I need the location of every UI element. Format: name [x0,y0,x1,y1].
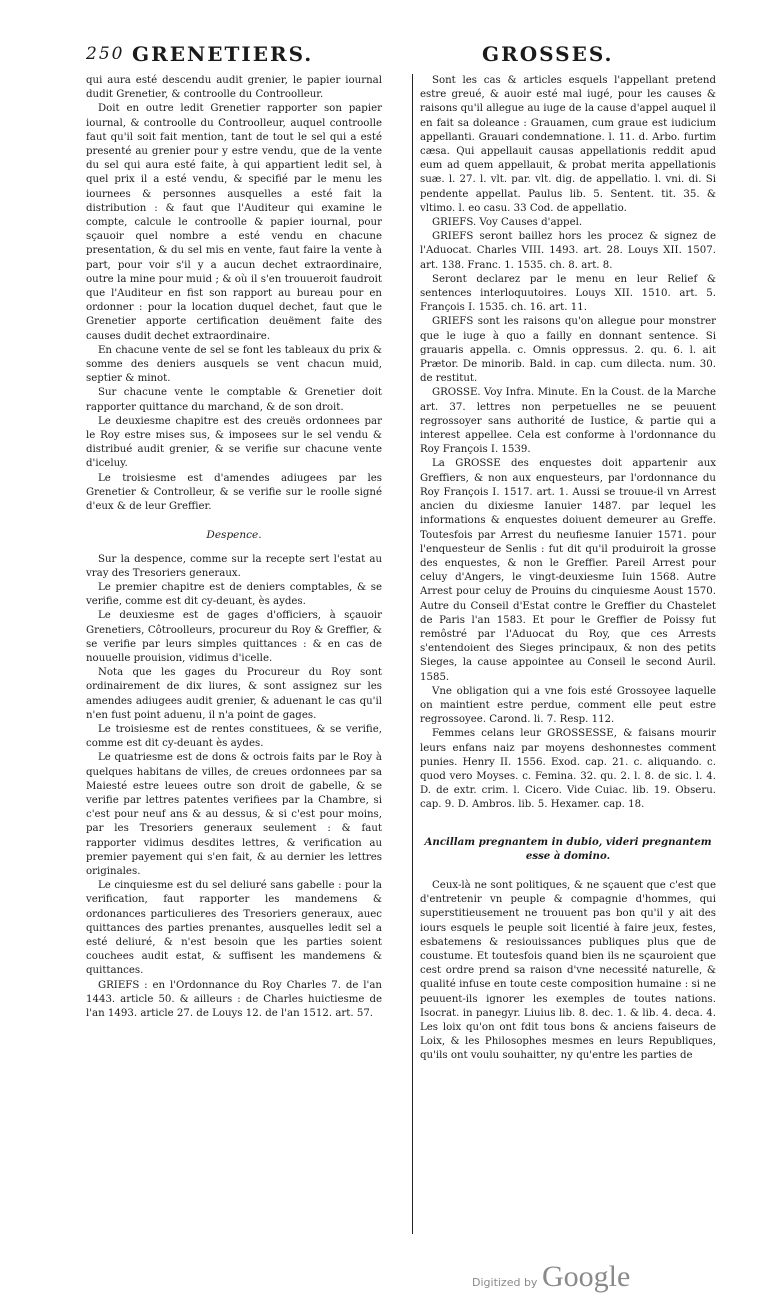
paragraph: Sur chacune vente le comptable & Grenetier doit rapporter quittance du marchand, & de son droit. [86,387,382,413]
paragraph: Le cinquiesme est du sel deliuré sans gabelle : pour la verification, faut rapporter les mandemens & ordonances particulieres des Tresoriers generaux, auec quittances des parties prenantes, ausquelles ledit sel a esté deliuré, & n'est besoin que les parties soient couchees audit estat, & suffisent les mandemens & quittances. [86,880,382,977]
paragraph: Sont les cas & articles esquels l'appellant pretend estre greué, & auoir esté mal iugé, pour les causes & raisons qu'il allegue au iuge de la cause d'appel auquel il en fait sa doleance : Grauamen, cum graue est iudicium appellanti. Grauari condemnatione. l. 11. d. Arbo. furtim cæsa. Qui appellauit causas appellationis reddit apud eum ad quem appellauit, & probat merita appellationis suæ. l. 27. l. vlt. par. vlt. dig. de appellatio. l. vni. di. Si pendente appellat. Paulus lib. 5. Sentent. tit. 35. & vltimo. l. eo casu. 33 Cod. de appellatio. [420,75,716,214]
paragraph: GRIEFS : en l'Ordonnance du Roy Charles 7. de l'an 1443. article 50. & ailleurs : de Charles huictiesme de l'an 1493. article 27. de Louys 12. de l'an 1512. art. 57. [86,979,382,1019]
paragraph: Doit en outre ledit Grenetier rapporter son papier iournal, & controolle du Controolleur, auquel controolle faut qu'il soit fait mention, tant de tout le sel qui a esté presenté au grenier pour y estre vendu, que de la vente du sel qui aura esté faite, à qui appartient ledit sel, à quel prix il a esté vendu, & specifié par le menu les iournees & personnes ausquelles a esté fait la distribution : & faut que l'Auditeur qui examine le compte, calcule le controolle & papier iournal, pour sçauoir quel nombre a esté vendu en chacune presentation, & du sel mis en vente, faut faire la vente à part, pour voir s'il y a aucun dechet extraordinaire, outre la mine pour muid ; & où il s'en trouueroit faudroit que l'Auditeur en fist son rapport au bureau pour en ordonner : pour la location duquel dechet, faut que le Grenetier apporte certification deuëment faite des causes dudit dechet extraordinaire. [86,103,382,342]
paragraph: Femmes celans leur GROSSESSE, & faisans mourir leurs enfans naiz par moyens deshonnestes comment punies. Henry II. 1556. Exod. cap. 21. c. aliquando. c. quod vero Moyses. c. Femina. 32. qu. 2. l. 8. de sic. l. 4. D. de extr. crim. l. Cicero. Vide Cuiac. lib. 19. Obseru. cap. 9. D. Ambros. lib. 5. Hexamer. cap. 18. [420,728,716,811]
paragraph: Le deuxiesme est de gages d'officiers, à sçauoir Grenetiers, Côtroolleurs, procureur du Roy & Greffier, & se verifie par leurs simples quittances : & en cas de nouuelle prouision, vidimus d'icelle. [86,610,382,664]
digitization-watermark [472,1260,712,1300]
paragraph: Le quatriesme est de dons & octrois faits par le Roy à quelques habitans de villes, de creues ordonnees par sa Maiesté estre leuees outre son droit de gabelle, & se verifie par lettres patentes verifiees par la Chambre, si c'est pour neuf ans & au dessus, & si c'est pour moins, par les Tresoriers generaux seulement : & faut rapporter vidimus desdites lettres, & verification au premier payement qui s'en fait, & au dernier les lettres originales. [86,752,382,877]
paragraph: La GROSSE des enquestes doit appartenir aux Greffiers, & non aux enquesteurs, par l'ordonnance du Roy François I. 1517. art. 1. Aussi se trouue-il vn Arrest ancien du dixiesme Ianuier 1487. par lequel les informations & enquestes doiuent demeurer au Greffe. Toutesfois par Arrest du neufiesme Ianuier 1571. pour l'enquesteur de Senlis : fut dit qu'il produiroit la grosse des enquestes, & non le Greffier. Pareil Arrest pour celuy d'Angers, le vingt-deuxiesme Iuin 1568. Autre Arrest pour celuy de Prouins du cinquiesme Aoust 1570. Autre du Conseil d'Estat contre le Greffier du Chastelet de Paris l'an 1583. Et pour le Greffier de Poissy fut remôstré par l'Aduocat du Roy, que ces Arrests s'entendoient des Sieges principaux, & non des petits Sieges, la cause appointee au Conseil le second Auril. 1585. [420,458,716,683]
paragraph: GROSSE. Voy Infra. Minute. En la Coust. de la Marche art. 37. lettres non perpetuelles ne se peuuent regrossoyer sans authorité de Iustice, & partie qui a interest appellee. Cela est conforme à l'ordonnance du Roy François I. 1539. [420,387,716,456]
google-logo: Google [542,1260,631,1293]
paragraph: GRIEFS. Voy Causes d'appel. [432,217,583,229]
paragraph: Le troisiesme est de rentes constituees, & se verifie, comme est dit cy-deuant ès aydes. [86,723,382,750]
paragraph: GRIEFS sont les raisons qu'on allegue pour monstrer que le iuge à quo a failly en donnant sentence. Si grauaris appella. c. Omnis oppressus. 2. qu. 6. l. ait Prætor. De minorib. Bald. in cap. cum dilecta. num. 30. de restitut. [420,316,716,385]
paragraph: Seront declarez par le menu en leur Relief & sentences interloquutoires. Louys XII. 1510. art. 5. François I. 1535. ch. 16. art. 11. [420,273,716,314]
paragraph: En chacune vente de sel se font les tableaux du prix & somme des deniers ausquels se vent chacun muid, septier & minot. [86,344,382,385]
margin-note: Ancillam pregnantem in dubio, videri pregnantem esse à domino. [424,835,712,862]
paragraph: Nota que les gages du Procureur du Roy sont ordinairement de dix liures, & sont assignez sur les amendes adiugees audit grenier, & aduenant le cas qu'il n'en fust point aduenu, il n'a point de gages. [86,667,382,721]
section-heading: Despence. [206,529,262,542]
paragraph: Le troisiesme est d'amendes adiugees par les Grenetier & Controlleur, & se verifie sur le roolle signé d'eux & de leur Greffier. [86,472,382,513]
paragraph: Le premier chapitre est de deniers comptables, & se verifie, comme est dit cy-deuant, ès aydes. [86,581,382,608]
page-number: 250 [86,44,125,64]
paragraph: GRIEFS seront baillez hors les procez & signez de l'Aduocat. Charles VIII. 1493. art. 28. Louys XII. 1507. art. 138. Franc. 1. 1535. ch. 8. art. 8. [420,231,716,271]
paragraph: qui aura esté descendu audit grenier, le papier iournal dudit Grenetier, & controolle du Controolleur. [86,75,382,101]
paragraph: Le deuxiesme chapitre est des creuës ordonnees par le Roy estre mises sus, & imposees sur le sel vendu & distribué audit grenier, & se verifie sur chacune vente d'iceluy. [86,415,382,470]
running-header [86,40,714,70]
right-column [420,74,716,1064]
paragraph: Sur la despence, comme sur la recepte sert l'estat au vray des Tresoriers generaux. [86,553,382,579]
right-running-title: GROSSES. [482,42,614,66]
left-running-title: GRENETIERS. [132,42,314,66]
column-divider [412,74,413,1234]
left-column [86,74,382,1021]
document-page [86,40,714,1235]
paragraph: Ceux-là ne sont politiques, & ne sçauent que c'est que d'entretenir vn peuple & compagnie d'hommes, qui superstitieusement ne trouuent pas bon qu'il y ait des iours esquels le peuple soit licentié à faire jeux, festes, esbatemens & resiouissances publiques plus que de coustume. Et toutesfois quand bien ils ne sçauroient que cest ordre prend sa raison d'vne necessité naturelle, & qualité infuse en toute ceste composition humaine : si ne peuuent-ils ignorer les exemples de toutes nations. Isocrat. in panegyr. Liuius lib. 8. dec. 1. & lib. 4. deca. 4. Les loix qu'on ont fdit tous bons & anciens faiseurs de Loix, & les Philosophes mesmes en leurs Republiques, qu'ils ont voulu souhaitter, ny qu'entre les parties de [420,879,716,1062]
digitized-by-label: Digitized by [472,1276,538,1289]
paragraph: Vne obligation qui a vne fois esté Grossoyee laquelle on maintient estre perdue, comment elle peut estre regrossoyee. Carond. li. 7. Resp. 112. [420,685,716,726]
